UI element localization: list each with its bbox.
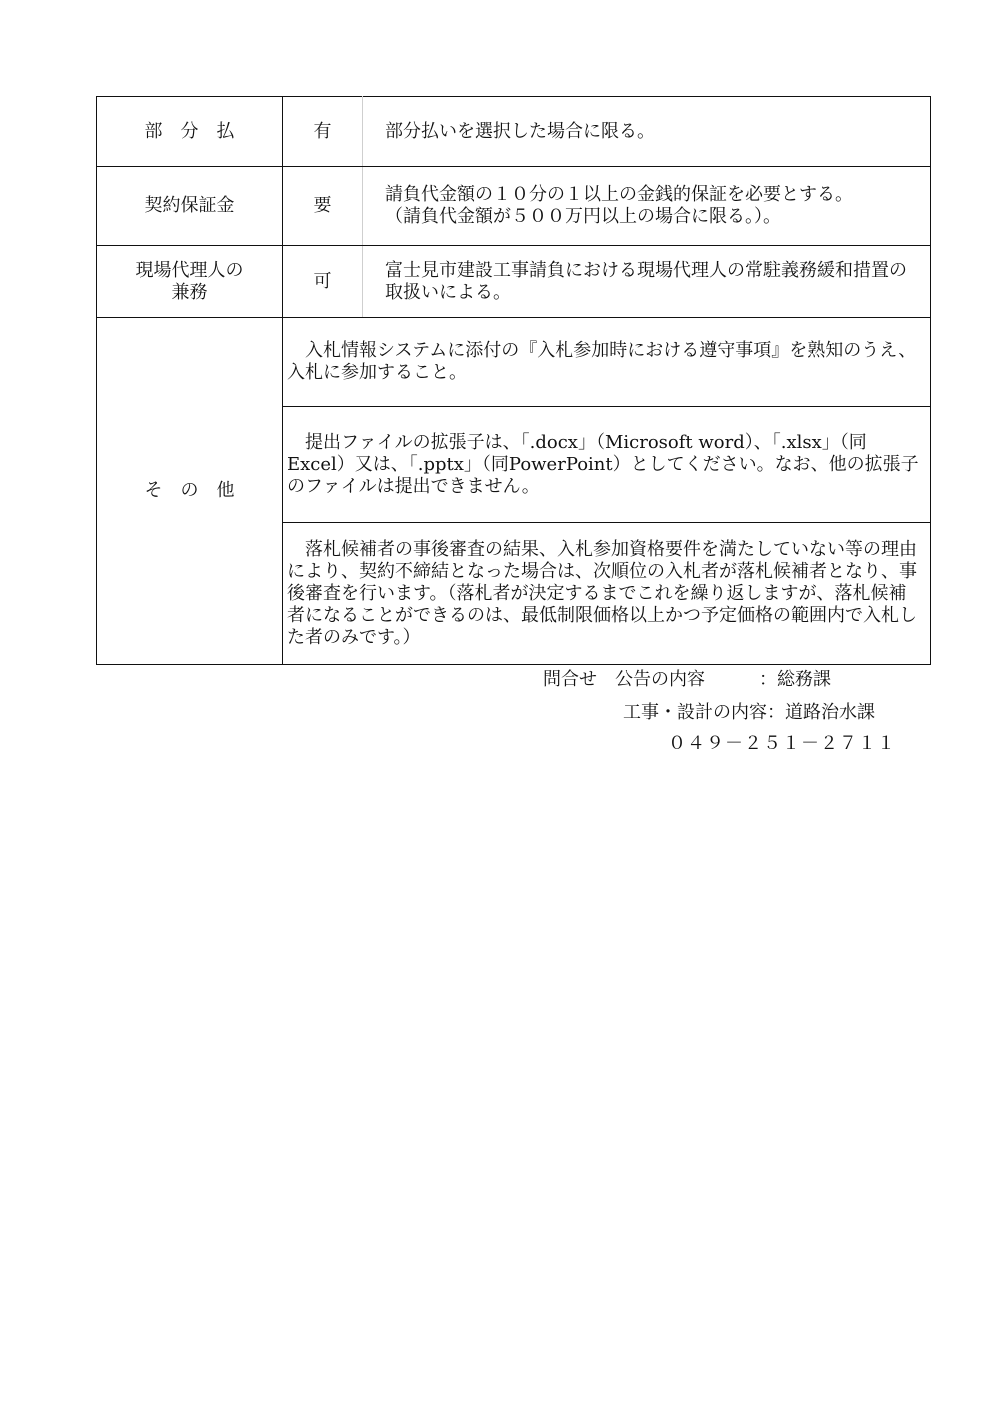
other-note-1: 入札情報システムに添付の『入札参加時における遵守事項』を熟知のうえ、入札に参加すること。 [283, 318, 931, 407]
partial-payment-value: 有 [283, 97, 363, 167]
partial-payment-description: 部分払いを選択した場合に限る。 [363, 97, 931, 167]
row-partial-payment [97, 97, 931, 167]
contract-deposit-description [363, 167, 931, 246]
partial-payment-label: 部 分 払 [97, 97, 283, 167]
other-note-2: 提出ファイルの拡張子は、「.docx」（Microsoft word）、「.xlsx」（同Excel）又は、「.pptx」（同PowerPoint）としてください。なお、他の拡張子のファイルは提出できません。 [283, 407, 931, 523]
site-agent-label [97, 246, 283, 318]
row-other-note-1 [97, 318, 931, 407]
site-agent-label-line1: 現場代理人の [135, 259, 244, 281]
site-agent-label-line2: 兼務 [171, 281, 208, 303]
row-site-agent [97, 246, 931, 318]
contact-phone: ０４９－２５１－２７１１ [668, 733, 896, 754]
other-label: そ の 他 [97, 318, 283, 665]
contact-line-design: 工事・設計の内容：道路治水課 [623, 702, 875, 723]
conditions-table [96, 96, 931, 665]
row-contract-deposit [97, 167, 931, 246]
site-agent-value: 可 [283, 246, 363, 318]
contact-line-notice: 問合せ 公告の内容 ：総務課 [543, 669, 831, 690]
other-note-3: 落札候補者の事後審査の結果、入札参加資格要件を満たしていない等の理由により、契約不締結となった場合は、次順位の入札者が落札候補者となり、事後審査を行います。（落札者が決定するまでこれを繰り返しますが、落札候補者になることができるのは、最低制限価格以上かつ予定価格の範囲内で入札した者のみです。） [283, 523, 931, 665]
contract-deposit-value: 要 [283, 167, 363, 246]
contract-deposit-description-line2: （請負代金額が５００万円以上の場合に限る。）。 [385, 206, 781, 227]
contract-deposit-description-line1: 請負代金額の１０分の１以上の金銭的保証を必要とする。 [385, 184, 853, 205]
site-agent-description: 富士見市建設工事請負における現場代理人の常駐義務緩和措置の取扱いによる。 [363, 246, 931, 318]
contract-deposit-label: 契約保証金 [97, 167, 283, 246]
